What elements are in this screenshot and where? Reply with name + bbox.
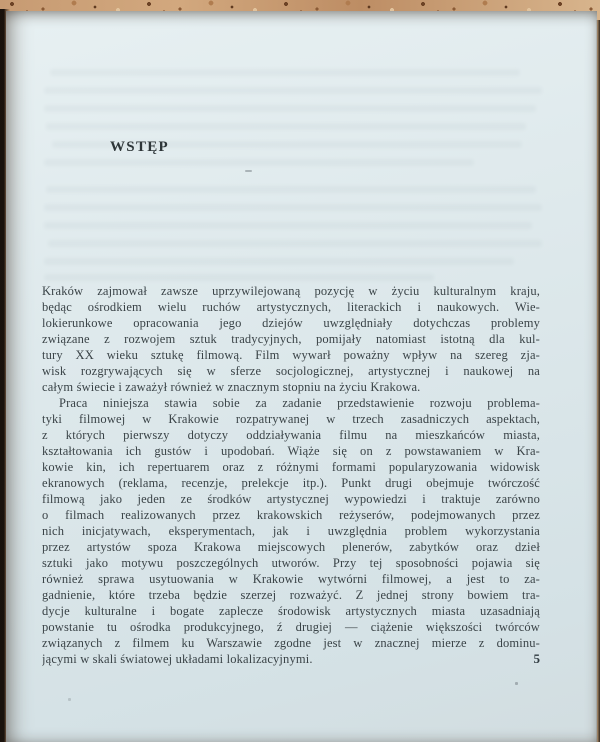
text-line: wisk rozgrywających się w sferze socjologicznej, artystycznej i naukowej na [42,364,540,378]
page-number: 5 [533,651,540,666]
ghost-line [44,204,542,211]
paragraph [42,283,540,395]
ink-speck [68,698,71,701]
text-line: tury XX wieku sztukę filmową. Film wywarł poważny wpływ na szereg zja- [42,348,540,362]
text-line: ekranowych (reklama, recenzje, prelekcje itp.). Punkt drugi obejmuje twórczość [42,476,540,490]
ghost-line [44,274,434,281]
text-line: przez artystów spoza Krakowa miejscowych plenerów, zabytków oraz dzieł [42,540,540,554]
text-line: kształtowania ich gustów i upodobań. Wiąże się on z powstawaniem w Kra- [42,444,540,458]
text-line: Praca niniejsza stawia sobie za zadanie przedstawienie rozwoju problema- [59,396,540,410]
text-line: z których pierwszy dotyczy oddziaływania filmu na mieszkańców miasta, [42,428,540,442]
paragraph [42,395,540,667]
ghost-line [44,222,532,229]
text-line: związane z rozwojem sztuk tradycyjnych, pomijały natomiast istotną dla kul- [42,332,540,346]
ghost-line [44,87,542,94]
ghost-line [44,159,474,166]
text-line: będąc ośrodkiem wielu ruchów artystycznych, literackich i naukowych. Wie- [42,300,540,314]
text-line: filmową jako jeden ze środków artystycznej wypowiedzi i traktuje zarówno [42,492,540,506]
text-line: powstanie tu ośrodka produkcyjnego, ź drugiej — ciążenie większości twórców [42,620,540,634]
text-line: gadnienie, które trzeba będzie szerzej rozważyć. Z jednej strony bowiem tra- [42,588,540,602]
chapter-heading: WSTĘP [110,139,170,155]
text-line: również sprawa usytuowania w Krakowie wytwórni filmowej, a jest to za- [42,572,540,586]
text-line: nich inicjatywach, eksperymentach, jak i uwzględnia problem wykorzystania [42,524,540,538]
text-line: jącymi w skali światowej układami lokalizacyjnymi. [42,652,313,666]
page-right-shadow-edge [596,20,600,742]
book-page [6,11,597,742]
ghost-line [44,258,514,265]
text-line: kowie kin, ich repertuarem oraz z różnymi formami popularyzowania widowisk [42,460,540,474]
text-line: dycje kulturalne i bogate zaplecze środowisk artystycznych miasta uzasadniają [42,604,540,618]
text-line: całym świecie i zaważył również w znacznym stopniu na życiu Krakowa. [42,380,421,394]
ghost-line [46,123,526,130]
text-line: sztuki jako motywu poszczególnych utworów. Przy tej sposobności pojawia się [42,556,540,570]
body-text [42,283,540,667]
text-line: lokierunkowe opracowania jego dziejów uwzględniały dotychczas problemy [42,316,540,330]
text-line: związanych z filmem ku Warszawie zgodne jest w znacznej mierze z dominu- [42,636,540,650]
ghost-line [44,105,536,112]
text-line: o filmach realizowanych przez krakowskich reżyserów, podejmowanych przez [42,508,540,522]
ghost-line [50,69,520,76]
text-line: Kraków zajmował zawsze uprzywilejowaną pozycję w życiu kulturalnym kraju, [42,284,540,298]
ink-speck [245,170,252,172]
ghost-line [48,240,542,247]
text-line: tyki filmowej w Krakowie rozpatrywanej w trzech zasadniczych aspektach, [42,412,540,426]
ghost-line [46,186,536,193]
ink-speck [515,682,518,685]
